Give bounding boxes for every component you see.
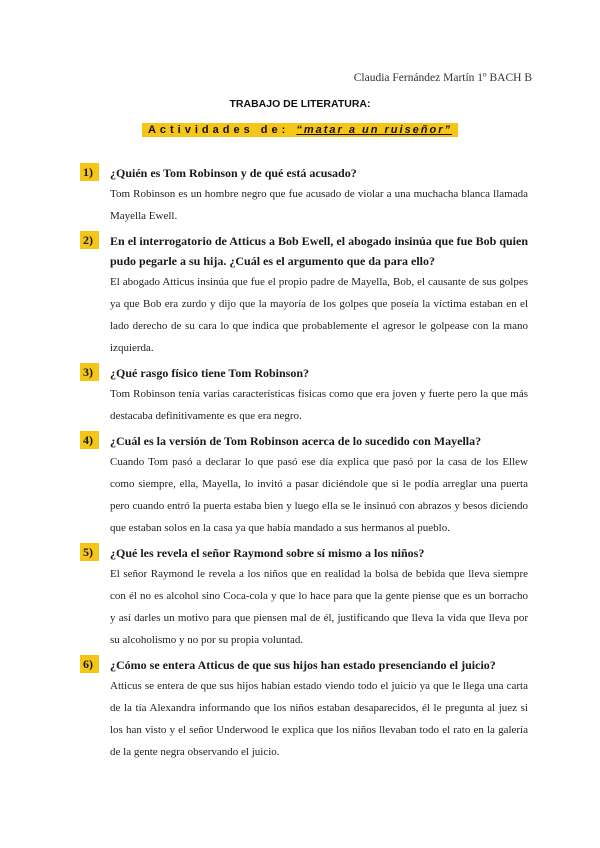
answer-text: Tom Robinson es un hombre negro que fue acusado de violar a una muchacha blanca llamada Mayella Ewell. xyxy=(110,188,528,222)
question-number: 4) xyxy=(80,431,99,449)
subtitle-book-title: “matar a un ruiseñor” xyxy=(296,124,453,136)
question-text: ¿Qué rasgo físico tiene Tom Robinson? xyxy=(110,366,310,380)
question-text: ¿Cuál es la versión de Tom Robinson acerca de lo sucedido con Mayella? xyxy=(110,434,482,448)
questions-list xyxy=(83,163,528,767)
question-number: 6) xyxy=(80,655,99,673)
question-item xyxy=(83,363,528,427)
question-number: 1) xyxy=(80,163,99,181)
subtitle-highlight xyxy=(142,123,458,137)
question-text: ¿Quién es Tom Robinson y de qué está acusado? xyxy=(110,166,357,180)
question-text: ¿Cómo se entera Atticus de que sus hijos han estado presenciando el juicio? xyxy=(110,658,496,672)
subtitle-row xyxy=(0,120,600,138)
answer-text: El abogado Atticus insinúa que fue el propio padre de Mayella, Bob, el causante de sus golpes ya que Bob era zurdo y dijo que la mayoría de los golpes que poseía la víctima estaban en el lado derecho de su cara lo que indica que probablemente el agresor le golpease con la mano izquierda. xyxy=(110,276,528,354)
question-number: 5) xyxy=(80,543,99,561)
answer-text: El señor Raymond le revela a los niños que en realidad la bolsa de bebida que lleva siempre con él no es alcohol sino Coca-cola y que lo hace para que la gente piense que es un borracho y así darles un motivo para que piensen mal de él, justificando que lleva la vida que lleva por su alcoholismo y no por su propia voluntad. xyxy=(110,568,528,646)
author-line: Claudia Fernández Martín 1º BACH B xyxy=(353,72,532,84)
question-item xyxy=(83,163,528,227)
question-number: 3) xyxy=(80,363,99,381)
answer-text: Tom Robinson tenía varias características físicas como que era joven y fuerte pero la que más destacaba definitivamente es que era negro. xyxy=(110,388,528,422)
question-text: ¿Qué les revela el señor Raymond sobre sí mismo a los niños? xyxy=(110,546,425,560)
question-number: 2) xyxy=(80,231,99,249)
answer-text: Cuando Tom pasó a declarar lo que pasó ese día explica que pasó por la casa de los Ellew como siempre, ella, Mayella, lo invitó a pasar diciéndole que si le podía arreglar una puerta pero cuando entró la puerta estaba bien y luego ella se le insinuó con abrazos y besos diciendo que estaban solos en la casa ya que había mandado a sus hermanos al pueblo. xyxy=(110,456,528,534)
answer-text: Atticus se entera de que sus hijos habían estado viendo todo el juicio ya que le llega una carta de la tía Alexandra informando que los niños estaban desaparecidos, él le pregunta al juez si los han visto y el señor Underwood le explica que los niños llevaban todo el rato en la galería de la gente negra observando el juicio. xyxy=(110,680,528,758)
question-item xyxy=(83,431,528,539)
question-text: En el interrogatorio de Atticus a Bob Ewell, el abogado insinúa que fue Bob quien pudo pegarle a su hija. ¿Cuál es el argumento que da para ello? xyxy=(110,234,528,268)
question-item xyxy=(83,231,528,359)
question-item xyxy=(83,543,528,651)
subtitle-prefix: Actividades de: xyxy=(147,124,290,136)
document-title: TRABAJO DE LITERATURA: xyxy=(229,98,371,110)
question-item xyxy=(83,655,528,763)
